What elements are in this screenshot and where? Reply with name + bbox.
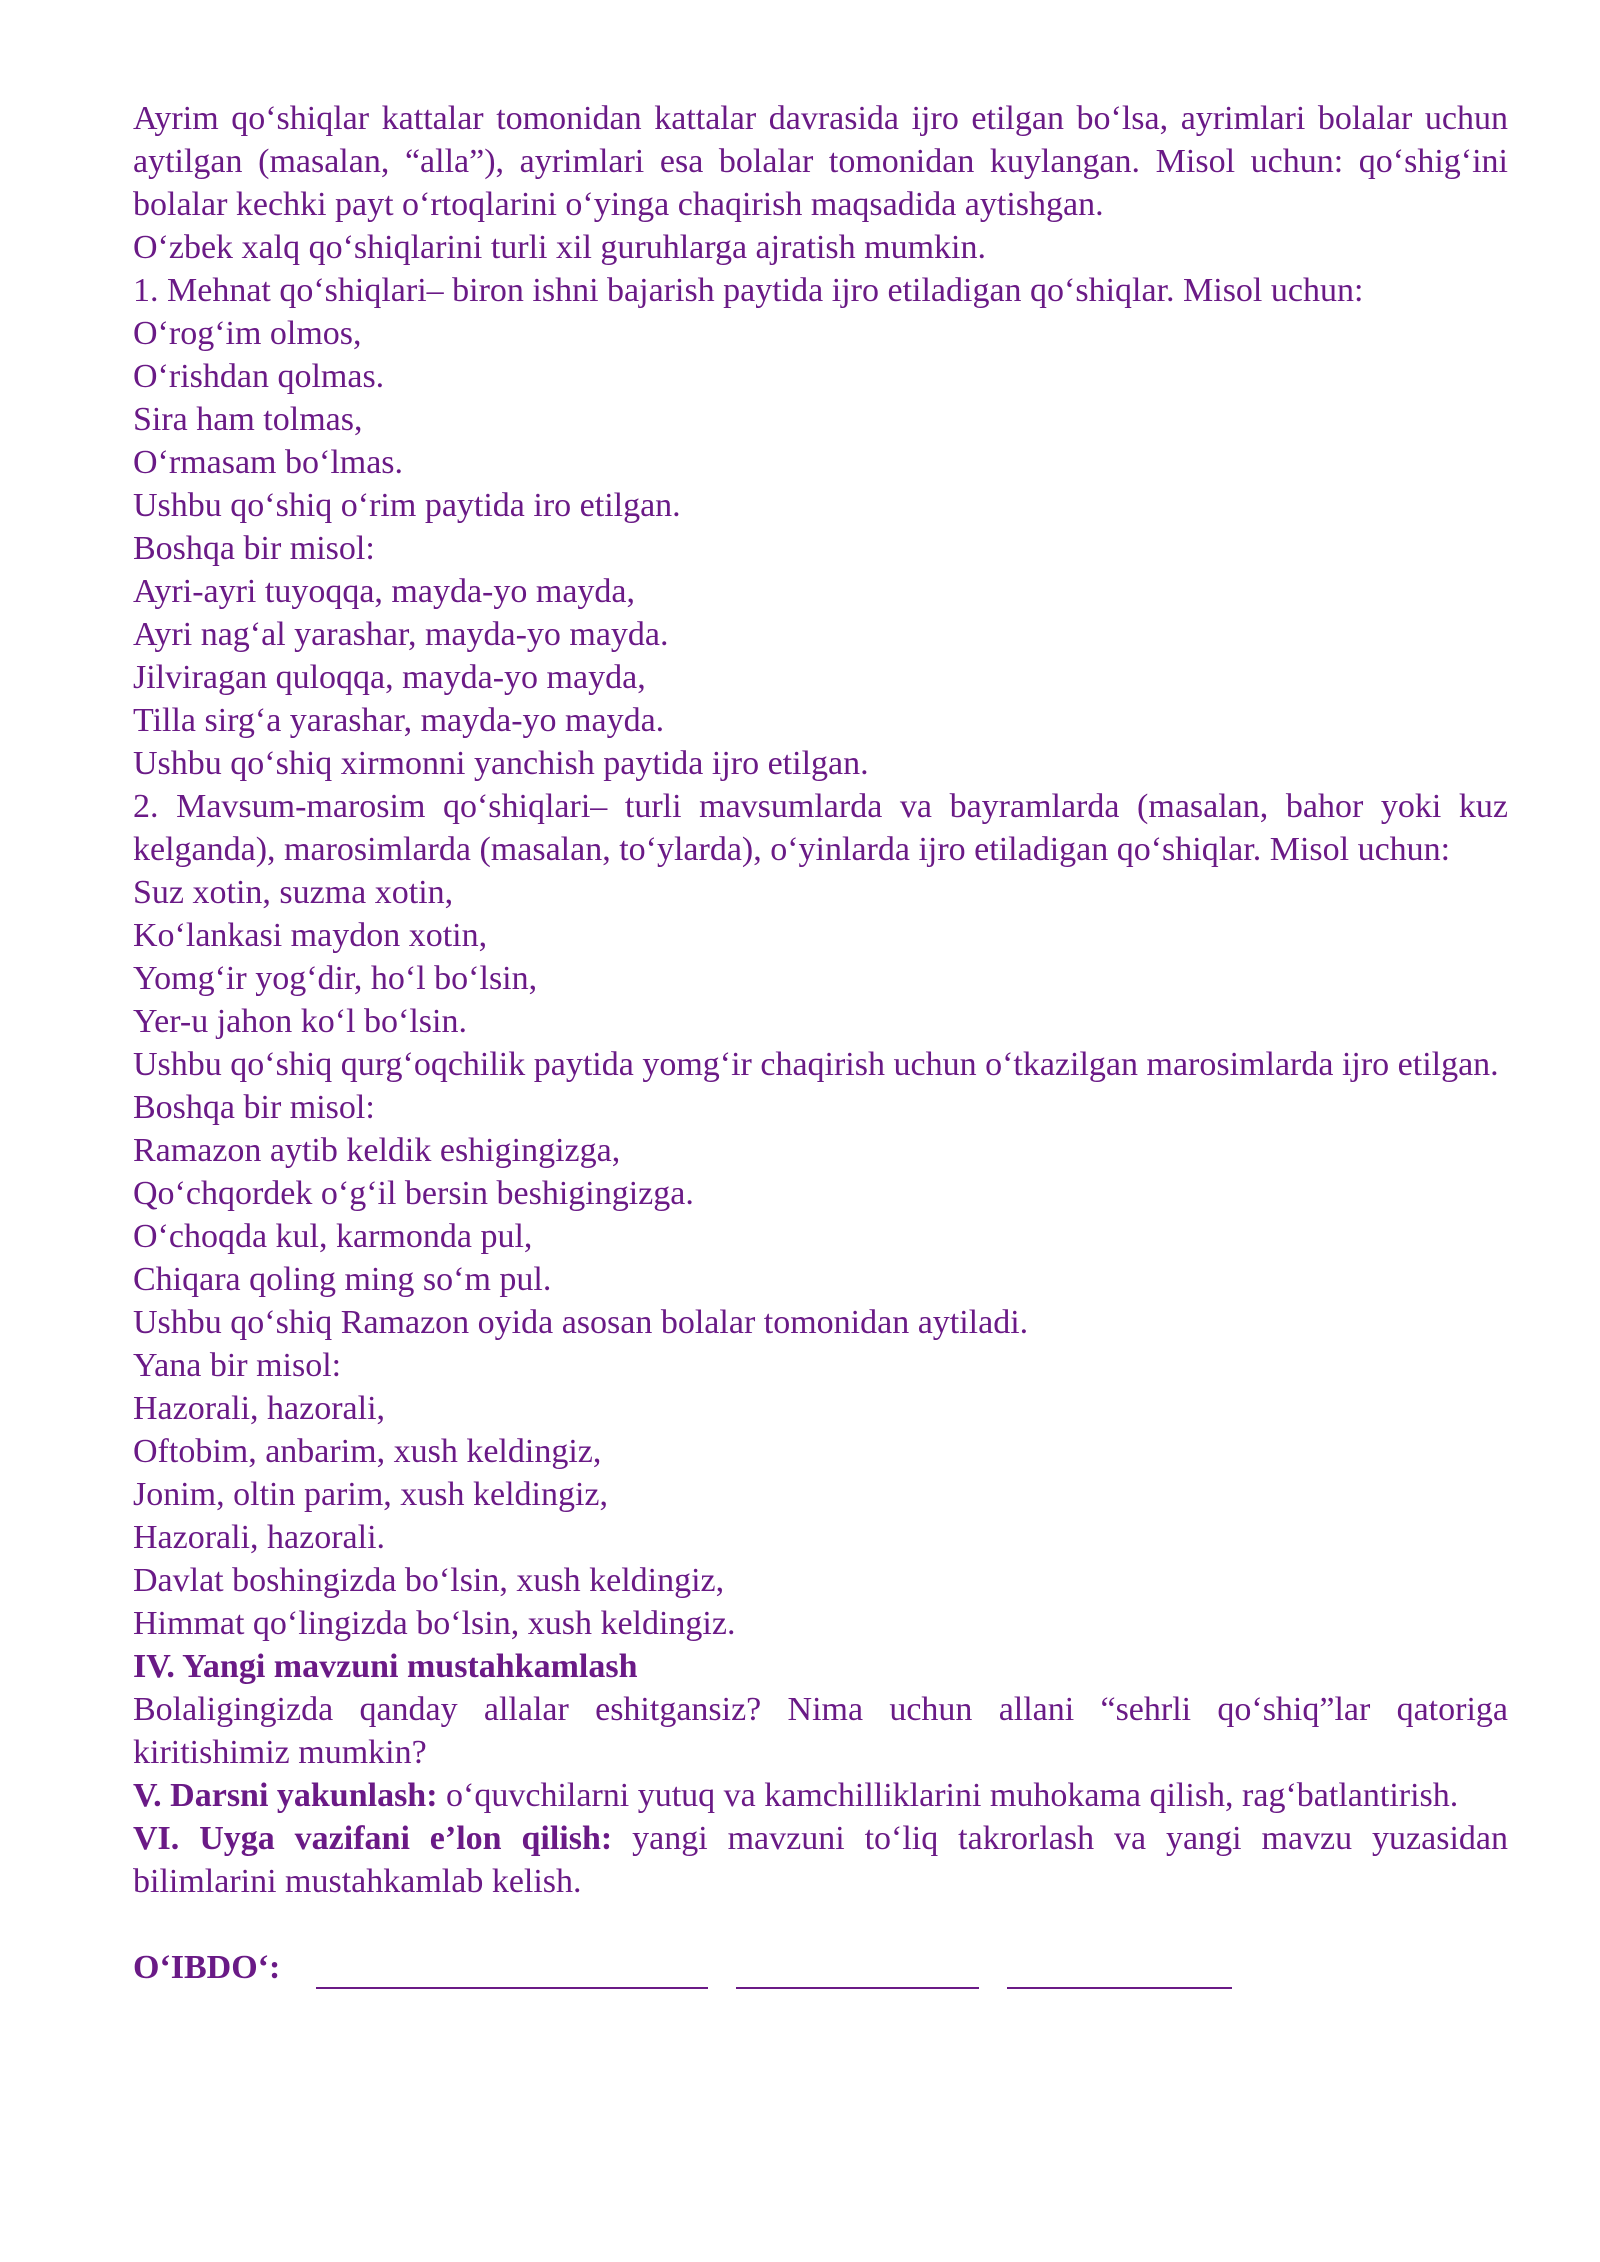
poem-line: Oftobim, anbarim, xush keldingiz, (133, 1433, 602, 1470)
poem-line: Jilviragan quloqqa, mayda-yo mayda, (133, 659, 646, 696)
poem-line: Ramazon aytib keldik eshigingizga, (133, 1132, 621, 1169)
section2-another: Boshqa bir misol: (133, 1089, 375, 1126)
intro-classification: O‘zbek xalq qo‘shiqlarini turli xil guruhlarga ajratish mumkin. (133, 229, 986, 266)
section1-note2: Ushbu qo‘shiq xirmonni yanchish paytida ijro etilgan. (133, 745, 869, 782)
poem-line: Ayri nag‘al yarashar, mayda-yo mayda. (133, 616, 669, 653)
signature-blank-line (736, 1953, 979, 1989)
poem-line: O‘rog‘im olmos, (133, 315, 362, 352)
section2-poem3 (133, 1387, 1508, 1645)
section5-text: o‘quvchilarni yutuq va kamchilliklarini muhokama qilish, rag‘batlantirish. (437, 1777, 1459, 1814)
section1-poem2 (133, 570, 1508, 742)
poem-line: Ko‘lankasi maydon xotin, (133, 917, 488, 954)
poem-line: O‘choqda kul, karmonda pul, (133, 1218, 533, 1255)
section2-poem2 (133, 1129, 1508, 1301)
signature-blank-line (1007, 1953, 1232, 1989)
poem-line: Ayri-ayri tuyoqqa, mayda-yo mayda, (133, 573, 635, 610)
section1-poem1 (133, 312, 1508, 484)
section2-note2: Ushbu qo‘shiq Ramazon oyida asosan bolalar tomonidan aytiladi. (133, 1304, 1029, 1341)
section4-heading (133, 1645, 1508, 1688)
section5-paragraph (133, 1774, 1508, 1817)
section1-note1: Ushbu qo‘shiq o‘rim paytida iro etilgan. (133, 487, 681, 524)
poem-line: Hazorali, hazorali, (133, 1390, 386, 1427)
poem-line: O‘rishdan qolmas. (133, 358, 385, 395)
poem-line: Yer-u jahon ko‘l bo‘lsin. (133, 1003, 467, 1040)
section2-note1: Ushbu qo‘shiq qurg‘oqchilik paytida yomg‘ir chaqirish uchun o‘tkazilgan marosimlarda ijro etilgan. (133, 1046, 1499, 1083)
document-page (133, 97, 1508, 1989)
poem-line: Davlat boshingizda bo‘lsin, xush keldingiz, (133, 1562, 725, 1599)
section6-text: yangi mavzuni to‘liq takrorlash va yangi mavzu yuzasidan bilimlarini mustahkamlab kelish. (133, 1820, 1508, 1900)
poem-line: O‘rmasam bo‘lmas. (133, 444, 404, 481)
poem-line: Jonim, oltin parim, xush keldingiz, (133, 1476, 609, 1513)
section2-intro: 2. Mavsum-marosim qo‘shiqlari– turli mavsumlarda va bayramlarda (masalan, bahor yoki kuz kelganda), marosimlarda (masalan, to‘ylarda), o‘yinlarda ijro etiladigan qo‘shiqlar. Misol uchun: (133, 788, 1508, 868)
section1-intro: 1. Mehnat qo‘shiqlari– biron ishni bajarish paytida ijro etiladigan qo‘shiqlar. Misol uchun: (133, 272, 1364, 309)
poem-line: Sira ham tolmas, (133, 401, 363, 438)
poem-line: Chiqara qoling ming so‘m pul. (133, 1261, 552, 1298)
signature-blank-line (316, 1953, 708, 1989)
poem-line: Suz xotin, suzma xotin, (133, 874, 454, 911)
section-heading: V. Darsni yakunlash: (133, 1777, 438, 1814)
section2-poem1 (133, 871, 1508, 1043)
poem-line: Qo‘chqordek o‘g‘il bersin beshigingizga. (133, 1175, 694, 1212)
section4-text: Bolaligingizda qanday allalar eshitgansiz? Nima uchun allani “sehrli qo‘shiq”lar qatoriga kiritishimiz mumkin? (133, 1691, 1508, 1771)
section2-yet-another: Yana bir misol: (133, 1347, 342, 1384)
poem-line: Himmat qo‘lingizda bo‘lsin, xush keldingiz. (133, 1605, 736, 1642)
signature-row (133, 1946, 1508, 1989)
section1-another: Boshqa bir misol: (133, 530, 375, 567)
section-heading: IV. Yangi mavzuni mustahkamlash (133, 1648, 638, 1685)
section6-paragraph (133, 1817, 1508, 1903)
poem-line: Hazorali, hazorali. (133, 1519, 386, 1556)
signature-label: O‘IBDO‘: (133, 1949, 281, 1986)
poem-line: Tilla sirg‘a yarashar, mayda-yo mayda. (133, 702, 665, 739)
intro-paragraph: Ayrim qo‘shiqlar kattalar tomonidan kattalar davrasida ijro etilgan bo‘lsa, ayrimlari bolalar uchun aytilgan (masalan, “alla”), ayrimlari esa bolalar tomonidan kuylangan. Misol uchun: qo‘shig‘ini bolalar kechki payt o‘rtoqlarini o‘yinga chaqirish maqsadida aytishgan. (133, 100, 1508, 223)
section-heading: VI. Uyga vazifani e’lon qilish: (133, 1820, 613, 1857)
poem-line: Yomg‘ir yog‘dir, ho‘l bo‘lsin, (133, 960, 538, 997)
